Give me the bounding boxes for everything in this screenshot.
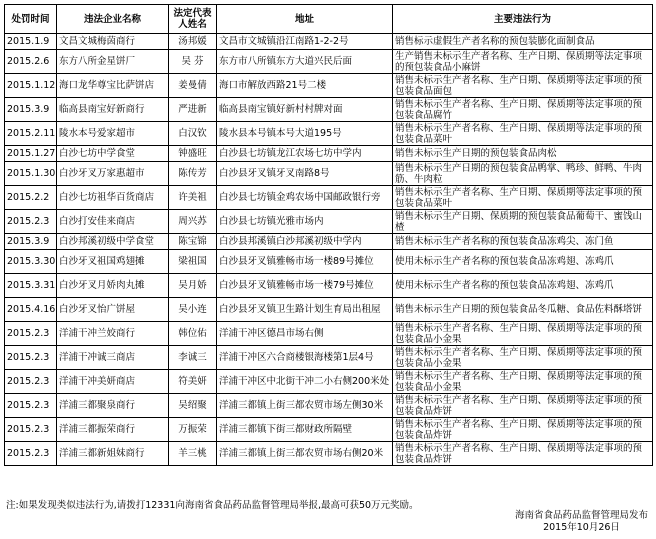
table-row	[5, 234, 653, 250]
cell-representative: 钟盛旺	[169, 146, 217, 162]
cell-date: 2015.2.3	[5, 322, 57, 346]
cell-date: 2015.2.3	[5, 370, 57, 394]
cell-company: 洋浦三都新姐妹商行	[57, 442, 169, 466]
cell-violation: 销售未标示生产者名称、生产日期、保质期等法定事项的预包装食品炸饼	[393, 394, 653, 418]
cell-address: 洋浦干冲区六合商楼银海楼第1层4号	[217, 346, 393, 370]
cell-date: 2015.1.27	[5, 146, 57, 162]
cell-date: 2015.2.6	[5, 50, 57, 74]
cell-violation: 使用未标示生产者名称的预包装食品冻鸡翅、冻鸡爪	[393, 274, 653, 298]
cell-company: 白沙七坊祖华百货商店	[57, 186, 169, 210]
header-company: 违法企业名称	[57, 5, 169, 34]
table-row	[5, 50, 653, 74]
cell-address: 白沙县七坊镇龙江农场七坊中学内	[217, 146, 393, 162]
cell-representative: 梁祖国	[169, 250, 217, 274]
footer-date: 2015年10月26日	[543, 522, 620, 533]
cell-representative: 羊三桃	[169, 442, 217, 466]
cell-violation: 销售未标示生产者名称、生产日期、保质期等法定事项的预包装食品炸饼	[393, 442, 653, 466]
cell-company: 白沙邦溪初级中学食堂	[57, 234, 169, 250]
cell-address: 临高县南宝镇好新村村牌对面	[217, 98, 393, 122]
footer-publisher: 海南省食品药品监督管理局发布	[514, 510, 648, 521]
cell-representative: 吴 芬	[169, 50, 217, 74]
violations-table-container	[4, 4, 652, 466]
cell-date: 2015.1.12	[5, 74, 57, 98]
cell-address: 洋浦干冲区中北街干冲二小右侧200米处	[217, 370, 393, 394]
cell-address: 白沙县牙叉镇牙叉南路8号	[217, 162, 393, 186]
table-row	[5, 274, 653, 298]
cell-representative: 汤邦媛	[169, 34, 217, 50]
table-row	[5, 442, 653, 466]
table-row	[5, 162, 653, 186]
cell-representative: 符美妍	[169, 370, 217, 394]
cell-date: 2015.3.9	[5, 234, 57, 250]
cell-company: 文昌文城梅茵商行	[57, 34, 169, 50]
cell-date: 2015.2.3	[5, 346, 57, 370]
table-header-row	[5, 5, 653, 34]
cell-representative: 吴月娇	[169, 274, 217, 298]
cell-representative: 许美祖	[169, 186, 217, 210]
cell-representative: 陈宝锦	[169, 234, 217, 250]
footer-note: 注:如果发现类似违法行为,请拨打12331向海南省食品药品监督管理局举报,最高可获50万元奖励。	[6, 500, 419, 511]
header-address: 地址	[217, 5, 393, 34]
cell-address: 白沙县牙叉镇雅畅市场一楼79号摊位	[217, 274, 393, 298]
cell-representative: 周兴苏	[169, 210, 217, 234]
cell-violation: 销售未标示生产者名称、生产日期、保质期等法定事项的预包装食品小金果	[393, 370, 653, 394]
cell-date: 2015.2.11	[5, 122, 57, 146]
cell-violation: 使用未标示生产者名称的预包装食品冻鸡翅、冻鸡爪	[393, 250, 653, 274]
cell-date: 2015.2.3	[5, 442, 57, 466]
table-row	[5, 250, 653, 274]
cell-address: 洋浦三都镇上街三都农贸市场左侧30米	[217, 394, 393, 418]
cell-date: 2015.2.2	[5, 186, 57, 210]
cell-representative: 吴小连	[169, 298, 217, 322]
cell-company: 东方八所金星饼厂	[57, 50, 169, 74]
header-date: 处罚时间	[5, 5, 57, 34]
cell-company: 洋浦三都聚泉商行	[57, 394, 169, 418]
cell-representative: 李诚三	[169, 346, 217, 370]
cell-company: 白沙七坊中学食堂	[57, 146, 169, 162]
cell-violation: 销售未标示生产日期的预包装食品肉松	[393, 146, 653, 162]
cell-address: 白沙县邦溪镇白沙邦溪初级中学内	[217, 234, 393, 250]
cell-representative: 吴绍聚	[169, 394, 217, 418]
cell-violation: 销售未标示生产者名称、生产日期、保质期等法定事项的预包装食品面包	[393, 74, 653, 98]
cell-violation: 销售未标示生产者名称、生产日期、保质期等法定事项的预包装食品小金果	[393, 346, 653, 370]
table-row	[5, 418, 653, 442]
cell-representative: 严进新	[169, 98, 217, 122]
cell-violation: 销售未标示生产者名称的预包装食品冻鸡尖、冻门鱼	[393, 234, 653, 250]
cell-company: 白沙牙叉月娇肉丸摊	[57, 274, 169, 298]
cell-company: 洋浦三都振荣商行	[57, 418, 169, 442]
cell-date: 2015.3.9	[5, 98, 57, 122]
cell-company: 白沙牙叉祖国鸡翅摊	[57, 250, 169, 274]
cell-address: 陵水县本号镇本号大道195号	[217, 122, 393, 146]
table-row	[5, 186, 653, 210]
table-row	[5, 298, 653, 322]
header-violation: 主要违法行为	[393, 5, 653, 34]
cell-violation: 销售未标示生产者名称、生产日期、保质期等法定事项的预包装食品小金果	[393, 322, 653, 346]
cell-date: 2015.3.31	[5, 274, 57, 298]
cell-date: 2015.3.30	[5, 250, 57, 274]
cell-company: 白沙牙叉怡广饼屋	[57, 298, 169, 322]
cell-address: 东方市八所镇东方大道兴民后面	[217, 50, 393, 74]
cell-company: 海口龙华尊宝比萨饼店	[57, 74, 169, 98]
cell-violation: 销售标示虚假生产者名称的预包装膨化面制食品	[393, 34, 653, 50]
cell-violation: 销售未标示生产者名称、生产日期、保质期等法定事项的预包装食品菜叶	[393, 186, 653, 210]
cell-address: 白沙县牙叉镇卫生路计划生育局出租屋	[217, 298, 393, 322]
cell-address: 洋浦三都镇上街三都农贸市场右侧20米	[217, 442, 393, 466]
cell-violation: 销售未标示生产者名称、生产日期、保质期等法定事项的预包装食品菜叶	[393, 122, 653, 146]
cell-violation: 销售未标示生产日期的预包装食品鸭掌、鸭珍、鲜鸭、牛肉筋、牛肉粒	[393, 162, 653, 186]
cell-violation: 销售未标示生产日期、保质期的预包装食品葡萄干、蜜饯山楂	[393, 210, 653, 234]
header-representative: 法定代表 人姓名	[169, 5, 217, 34]
table-row	[5, 346, 653, 370]
table-row	[5, 122, 653, 146]
cell-date: 2015.2.3	[5, 394, 57, 418]
cell-date: 2015.4.16	[5, 298, 57, 322]
cell-date: 2015.2.3	[5, 210, 57, 234]
cell-representative: 陈传芳	[169, 162, 217, 186]
cell-representative: 韩位佑	[169, 322, 217, 346]
cell-address: 白沙县七坊镇金鸡农场中国邮政银行旁	[217, 186, 393, 210]
cell-company: 洋浦干冲美妍商店	[57, 370, 169, 394]
cell-violation: 销售未标示生产者名称、生产日期、保质期等法定事项的预包装食品腐竹	[393, 98, 653, 122]
cell-address: 洋浦三都镇下街三都财政所隔壁	[217, 418, 393, 442]
cell-company: 白沙牙叉万家惠超市	[57, 162, 169, 186]
cell-address: 白沙县七坊镇光雅市场内	[217, 210, 393, 234]
table-row	[5, 394, 653, 418]
cell-company: 陵水本号爱家超市	[57, 122, 169, 146]
cell-date: 2015.1.9	[5, 34, 57, 50]
violations-table	[4, 4, 653, 466]
cell-representative: 万振荣	[169, 418, 217, 442]
cell-date: 2015.1.30	[5, 162, 57, 186]
cell-address: 洋浦干冲区德昌市场右侧	[217, 322, 393, 346]
cell-date: 2015.2.3	[5, 418, 57, 442]
table-row	[5, 98, 653, 122]
cell-violation: 生产销售未标示生产者名称、生产日期、保质期等法定事项的预包装食品小麻饼	[393, 50, 653, 74]
cell-violation: 销售未标示生产者名称、生产日期、保质期等法定事项的预包装食品炸饼	[393, 418, 653, 442]
table-row	[5, 210, 653, 234]
cell-company: 白沙打安佳来商店	[57, 210, 169, 234]
table-row	[5, 74, 653, 98]
cell-address: 海口市解放西路21号二楼	[217, 74, 393, 98]
table-row	[5, 370, 653, 394]
table-row	[5, 146, 653, 162]
cell-representative: 白汉钦	[169, 122, 217, 146]
cell-company: 临高县南宝好新商行	[57, 98, 169, 122]
table-row	[5, 34, 653, 50]
cell-company: 洋浦干冲诚三商店	[57, 346, 169, 370]
table-body	[5, 34, 653, 466]
cell-address: 文昌市文城镇沿江南路1-2-2号	[217, 34, 393, 50]
cell-company: 洋浦干冲兰姣商行	[57, 322, 169, 346]
footer-publisher-block	[515, 510, 648, 534]
cell-representative: 姜曼倩	[169, 74, 217, 98]
cell-violation: 销售未标示生产日期的预包装食品冬瓜糖、食品佐料酥塔饼	[393, 298, 653, 322]
cell-address: 白沙县牙叉镇雅畅市场一楼89号摊位	[217, 250, 393, 274]
table-row	[5, 322, 653, 346]
